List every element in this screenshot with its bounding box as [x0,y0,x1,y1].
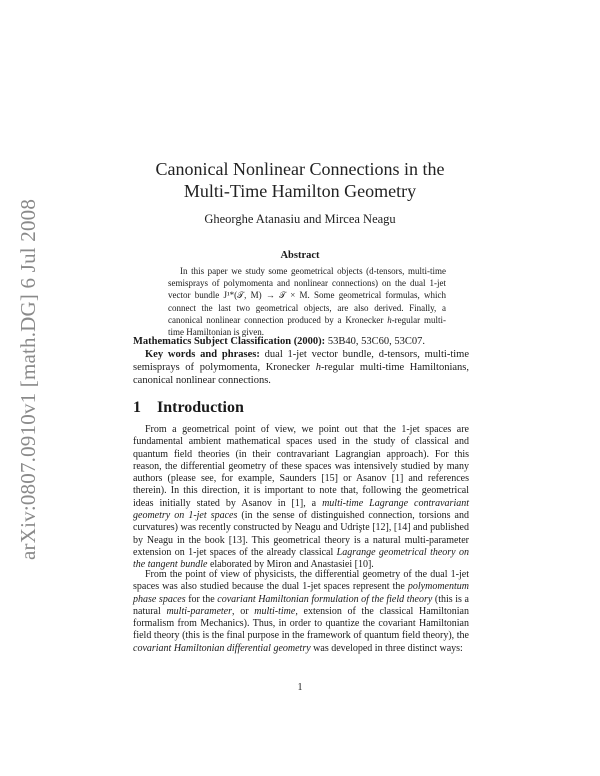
section-heading-introduction: 1 Introduction [133,399,244,416]
intro-paragraph-1: From a geometrical point of view, we point out that the 1-jet spaces are fundamental ambient mathematical spaces used in the study of classical and quantum field theories (in their contravariant Lagrangian approach). For this reason, the differential geometry of these spaces was intensively studied by many authors (please see, for example, Saunders [15] or Asanov [1] and references therein). In this direction, it is important to note that, following the geometrical ideas initially stated by Asanov in [1], a multi-time Lagrange contravariant geometry on 1-jet spaces (in the sense of distinguished connection, torsions and curvatures) was recently constructed by Neagu and Udrişte [12], [14] and published by Neagu in the book [13]. This geometrical theory is a natural multi-parameter extension on 1-jet spaces of the already classical Lagrange geometrical theory on the tangent bundle elaborated by Miron and Anastasiei [10]. [133,424,470,571]
msc-classification: Mathematics Subject Classification (2000): 53B40, 53C60, 53C07. [133,336,425,347]
page-number: 1 [297,682,303,693]
keywords: Key words and phrases: dual 1-jet vector bundle, d-tensors, multi-time semisprays of polymomenta, Kronecker h-regular multi-time Hamiltonians, canonical nonlinear connections. [133,349,469,386]
arxiv-identifier-stamp: arXiv:0807.0910v1 [math.DG] 6 Jul 2008 [16,198,40,560]
paper-title-line-2: Multi-Time Hamilton Geometry [183,181,417,201]
paper-authors: Gheorghe Atanasiu and Mircea Neagu [204,212,396,226]
paper-title-line-1: Canonical Nonlinear Connections in the [155,159,445,179]
abstract-formula: J¹*(𝒯, M) → 𝒯 × M [223,290,308,301]
abstract-text: In this paper we study some geometrical objects (d-tensors, multi-time semisprays of polymomenta and nonlinear connections) on the dual 1-jet vector bundle J¹*(𝒯, M) → 𝒯 × M. Some geometrical formulas, which connect the last two geometrical objects, are also derived. Finally, a canonical nonlinear connection produced by a Kronecker h-regular multi-time Hamiltonian is given. [168,266,447,338]
intro-paragraph-2: From the point of view of physicists, the differential geometry of the dual 1-jet spaces was also studied because the dual 1-jet spaces represent the polymomentum phase spaces for the covariant Hamiltonian formulation of the field theory (this is a natural multi-parameter, or multi-time, extension of the classical Hamiltonian formalism from Mechanics). Thus, in order to quantize the covariant Hamiltonian field theory (this is the final purpose in the framework of quantum field theory), the covariant Hamiltonian differential geometry was developed in three distinct ways: [133,569,469,654]
abstract-heading: Abstract [280,250,320,261]
